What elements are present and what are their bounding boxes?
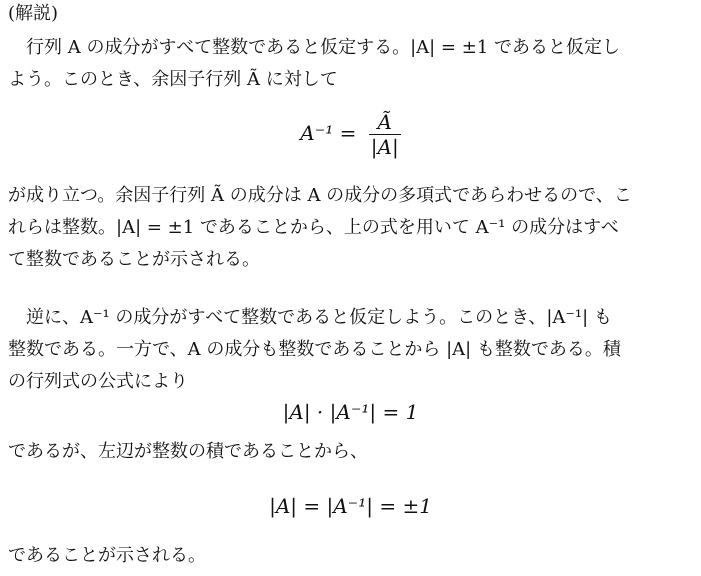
paragraph-2-line-3: て整数であることが示される。 <box>8 249 260 270</box>
fraction-numerator: Ã <box>377 110 392 134</box>
paragraph-3-line-1: 逆に、A⁻¹ の成分がすべて整数であると仮定しよう。このとき、|A⁻¹| も <box>26 307 612 328</box>
paragraph-5-line-1: であることが示される。 <box>8 545 206 566</box>
paragraph-4-line-1: であるが、左辺が整数の積であることから、 <box>8 441 368 462</box>
fraction <box>369 110 401 159</box>
paragraph-1-line-2: よう。このとき、余因子行列 Ã に対して <box>8 69 338 90</box>
paragraph-1-line-1: 行列 A の成分がすべて整数であると仮定する。|A| = ±1 であると仮定し <box>26 37 620 58</box>
equation-lhs: A⁻¹ = <box>300 121 357 145</box>
fraction-denominator: |A| <box>370 135 399 159</box>
paragraph-3-line-2: 整数である。一方で、A の成分も整数であることから |A| も整数である。積 <box>8 339 621 360</box>
paragraph-2-line-2: れらは整数。|A| = ±1 であることから、上の式を用いて A⁻¹ の成分はすべ <box>8 217 619 238</box>
equation-determinant-product: |A| · |A⁻¹| = 1 <box>282 400 419 424</box>
equation-inverse-formula <box>0 110 701 159</box>
paragraph-3-line-3: の行列式の公式により <box>8 371 188 392</box>
equation-determinant-result: |A| = |A⁻¹| = ±1 <box>269 494 432 518</box>
paragraph-2-line-1: が成り立つ。余因子行列 Ã の成分は A の成分の多項式であらわせるので、こ <box>8 185 632 206</box>
section-header: (解説) <box>8 3 59 24</box>
